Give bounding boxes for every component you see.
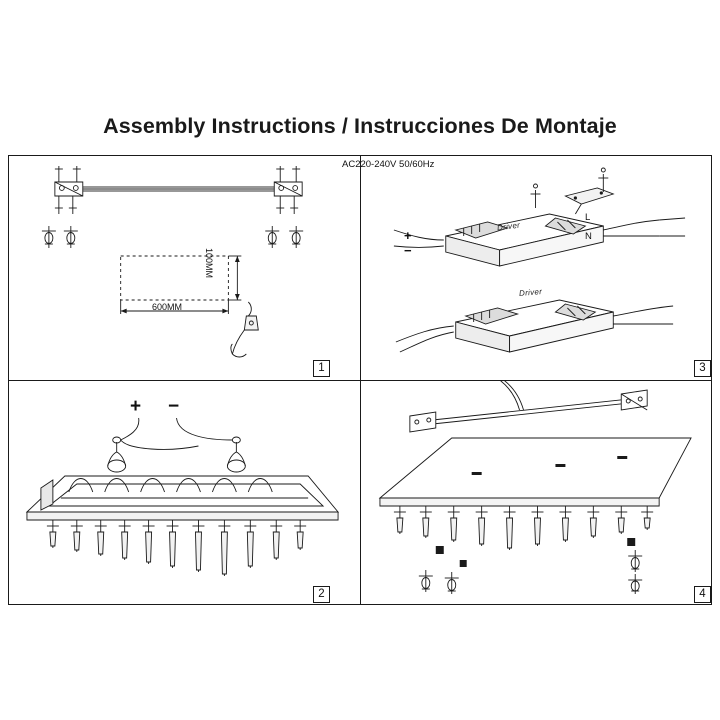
height-dimension-label: 100MM	[204, 248, 214, 279]
panel-step-1	[9, 156, 360, 380]
neutral-wire-label: N	[585, 231, 592, 242]
step-number-2: 2	[313, 586, 330, 603]
driver-label-lower: Driver	[518, 287, 543, 298]
panel-step-3	[360, 156, 711, 380]
width-dimension-label: 600MM	[152, 302, 183, 312]
polarity-minus-step-2: −	[168, 396, 180, 417]
panel-1-drawing	[9, 156, 360, 380]
panel-grid	[8, 155, 712, 605]
polarity-minus-step-3: −	[404, 243, 412, 258]
panel-step-2	[9, 380, 360, 604]
panel-3-drawing	[360, 156, 711, 380]
driver-label-upper: Driver	[496, 220, 521, 233]
step-number-1: 1	[313, 360, 330, 377]
live-wire-label: L	[585, 212, 591, 223]
panel-step-4	[360, 380, 711, 604]
voltage-label: AC220-240V 50/60Hz	[342, 159, 435, 170]
panel-4-drawing	[360, 380, 711, 604]
polarity-plus-step-3: +	[404, 228, 412, 243]
polarity-plus-step-2: +	[130, 396, 142, 417]
page-title: Assembly Instructions / Instrucciones De Montaje	[103, 114, 617, 138]
step-number-4: 4	[694, 586, 711, 603]
panel-2-drawing	[9, 380, 360, 604]
step-number-3: 3	[694, 360, 711, 377]
